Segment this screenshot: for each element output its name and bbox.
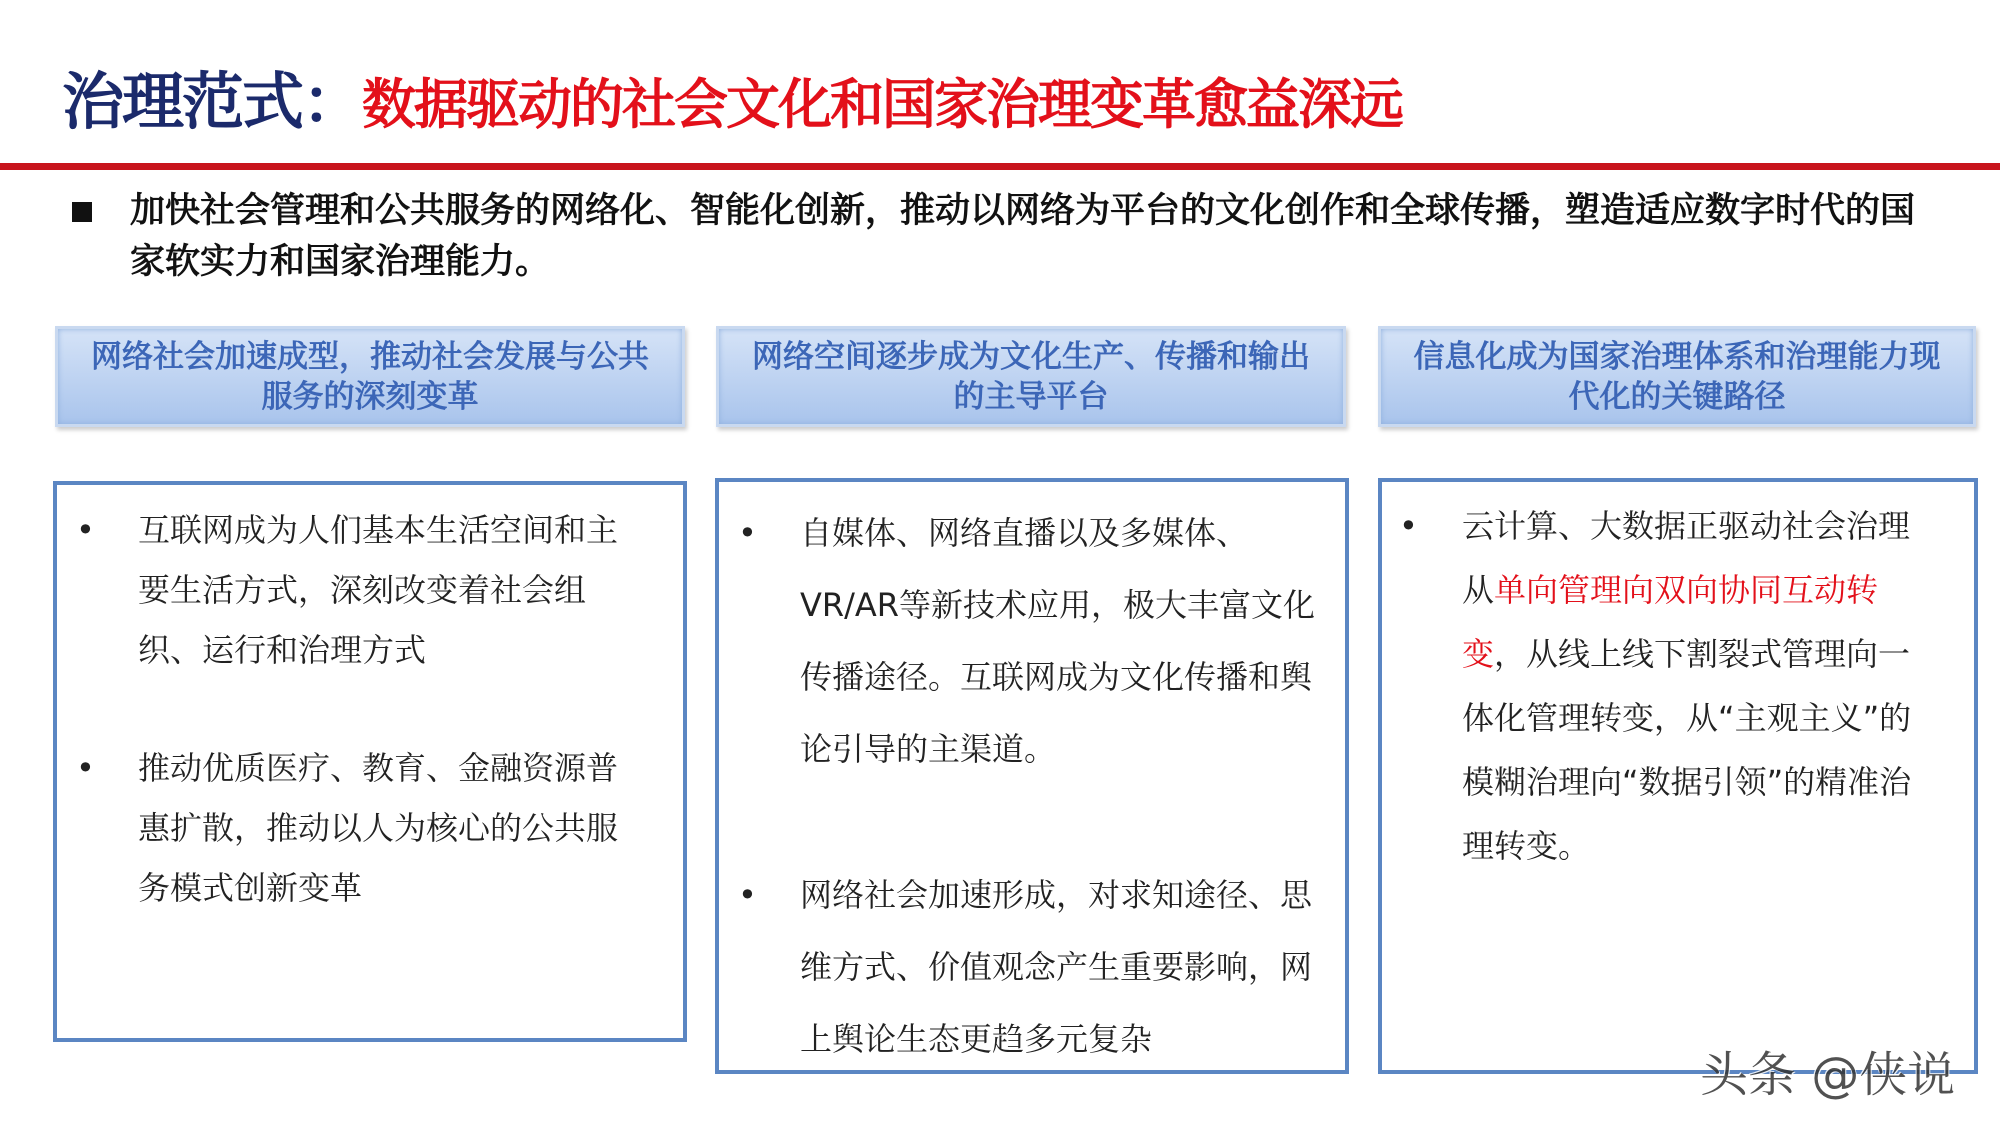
item-text: 自媒体、网络直播以及多媒体、VR/AR等新技术应用，极大丰富文化传播途径。互联网成为文化传播和舆论引导的主渠道。 xyxy=(800,514,1316,768)
item-text: 云计算、大数据正驱动社会治理从 xyxy=(1462,507,1911,609)
slide-title xyxy=(62,52,1402,141)
title-divider xyxy=(0,163,2000,170)
item-text: 网络社会加速形成，对求知途径、思维方式、价值观念产生重要影响，网上舆论生态更趋多元复杂 xyxy=(800,876,1313,1058)
column-header-3: 信息化成为国家治理体系和治理能力现代化的关键路径 xyxy=(1378,326,1976,427)
title-main: 数据驱动的社会文化和国家治理变革愈益深远 xyxy=(362,73,1403,136)
lead-text: 加快社会管理和公共服务的网络化、智能化创新，推动以网络为平台的文化创作和全球传播，塑造适应数字时代的国家软实力和国家治理能力。 xyxy=(130,191,1916,282)
column-header-2: 网络空间逐步成为文化生产、传播和输出的主导平台 xyxy=(716,326,1346,427)
bullet-icon: • xyxy=(1399,507,1418,545)
bullet-icon: • xyxy=(76,511,95,549)
item-text: 互联网成为人们基本生活空间和主要生活方式，深刻改变着社会组织、运行和治理方式 xyxy=(138,511,619,669)
bullet-icon: • xyxy=(76,749,95,787)
bullet-icon: • xyxy=(738,514,757,552)
bullet-icon: • xyxy=(738,876,757,914)
title-prefix: 治理范式： xyxy=(62,65,363,138)
square-bullet-icon xyxy=(72,202,92,222)
watermark: 头条 @侠说 xyxy=(1700,1047,1956,1103)
item-text: 推动优质医疗、教育、金融资源普惠扩散，推动以人为核心的公共服务模式创新变革 xyxy=(138,749,619,907)
highlight-text: 单向管理向双向协同互动转变 xyxy=(1462,571,1879,673)
item-text: ，从线上线下割裂式管理向一体化管理转变，从“主观主义”的模糊治理向“数据引领”的精准治理转变。 xyxy=(1462,635,1912,865)
column-header-1: 网络社会加速成型，推动社会发展与公共服务的深刻变革 xyxy=(55,326,685,427)
